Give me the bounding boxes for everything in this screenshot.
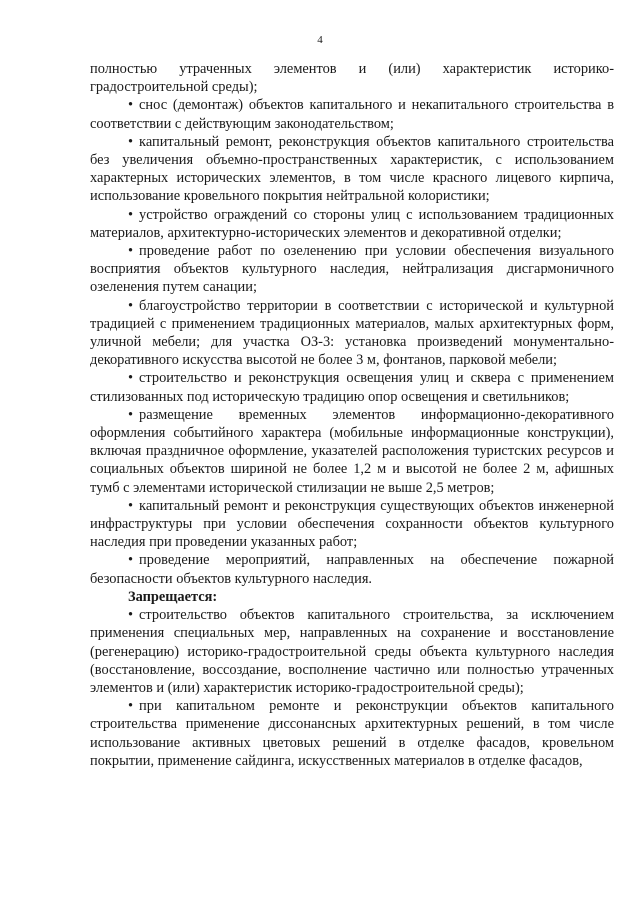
allowed-item-text: капитальный ремонт и реконструкция существующих объектов инженерной инфраструктуры при условии обеспечения сохранности объектов культурного наследия при проведении указанных работ; xyxy=(90,497,614,551)
allowed-item-text: проведение мероприятий, направленных на обеспечение пожарной безопасности объектов культурного наследия. xyxy=(90,552,614,587)
prohibited-heading: Запрещается: xyxy=(128,588,218,605)
bullet-icon: • xyxy=(128,698,134,715)
allowed-item xyxy=(90,497,614,552)
bullet-icon: • xyxy=(128,607,134,624)
bullet-icon: • xyxy=(128,552,134,569)
allowed-item xyxy=(90,133,614,206)
bullet-icon: • xyxy=(128,297,134,314)
page-number: 4 xyxy=(317,34,323,46)
prohibited-item xyxy=(90,697,614,770)
allowed-item-text: строительство и реконструкция освещения улиц и сквера с применением стилизованных под историческую традицию опор освещения и светильников; xyxy=(90,370,614,405)
allowed-item xyxy=(90,406,614,497)
allowed-item xyxy=(90,551,614,587)
allowed-item xyxy=(90,297,614,370)
bullet-icon: • xyxy=(128,97,134,114)
prohibited-item xyxy=(90,606,614,697)
allowed-item xyxy=(90,96,614,132)
bullet-icon: • xyxy=(128,406,134,423)
allowed-item-text: проведение работ по озеленению при условии обеспечения визуального восприятия объектов культурного наследия, нейтрализация дисгармоничного озеленения путем санации; xyxy=(90,243,614,296)
bullet-icon: • xyxy=(128,243,134,260)
allowed-item-text: благоустройство территории в соответствии с исторической и культурной традицией с применением традиционных материалов, малых архитектурных форм, уличной мебели; для участка ОЗ-3: установка произведений монументально-декоративного искусства высотой не более 3 м, фонтанов, парковой мебели; xyxy=(90,297,614,369)
prohibited-item-text: при капитальном ремонте и реконструкции объектов капитального строительства применение диссонансных архитектурных решений, в том числе использование активных цветовых решений в отделке фасадов, кровельном покрытии, применение сайдинга, искусственных материалов в отделке фасадов, xyxy=(90,698,614,769)
intro-continuation: полностью утраченных элементов и (или) характеристик историко-градостроительной среды); xyxy=(90,61,614,96)
prohibited-item-text: строительство объектов капитального строительства, за исключением применения специальных мер, направленных на сохранение и восстановление (регенерацию) историко-градостроительной среды объекта культурного наследия (восстановление, воссоздание, восполнение частично или полностью утраченных элементов и (или) характеристик историко-градостроительной среды); xyxy=(90,607,614,696)
allowed-item xyxy=(90,242,614,297)
bullet-icon: • xyxy=(128,370,134,387)
bullet-icon: • xyxy=(128,497,134,514)
bullet-icon: • xyxy=(128,133,134,150)
bullet-icon: • xyxy=(128,206,134,223)
allowed-item-text: устройство ограждений со стороны улиц с использованием традиционных материалов, архитектурно-исторических элементов и декоративной отделки; xyxy=(90,206,614,241)
allowed-item-text: снос (демонтаж) объектов капитального и некапитального строительства в соответствии с действующим законодательством; xyxy=(90,97,614,132)
allowed-item-text: капитальный ремонт, реконструкция объектов капитального строительства без увеличения объемно-пространственных характеристик, с использованием характерных исторических элементов, в том числе красного лицевого кирпича, использование кровельного покрытия нейтральной колористики; xyxy=(90,133,614,205)
allowed-item xyxy=(90,206,614,242)
allowed-item xyxy=(90,369,614,405)
document-body xyxy=(90,60,614,770)
allowed-item-text: размещение временных элементов информационно-декоративного оформления событийного характера (мобильные информационные конструкции), включая праздничное оформление, указателей расположения туристских ресурсов и социальных объектов шириной не более 1,2 м и высотой не более 2 м, афишных тумб с элементами исторической стилизации не выше 2,5 метров; xyxy=(90,406,614,496)
